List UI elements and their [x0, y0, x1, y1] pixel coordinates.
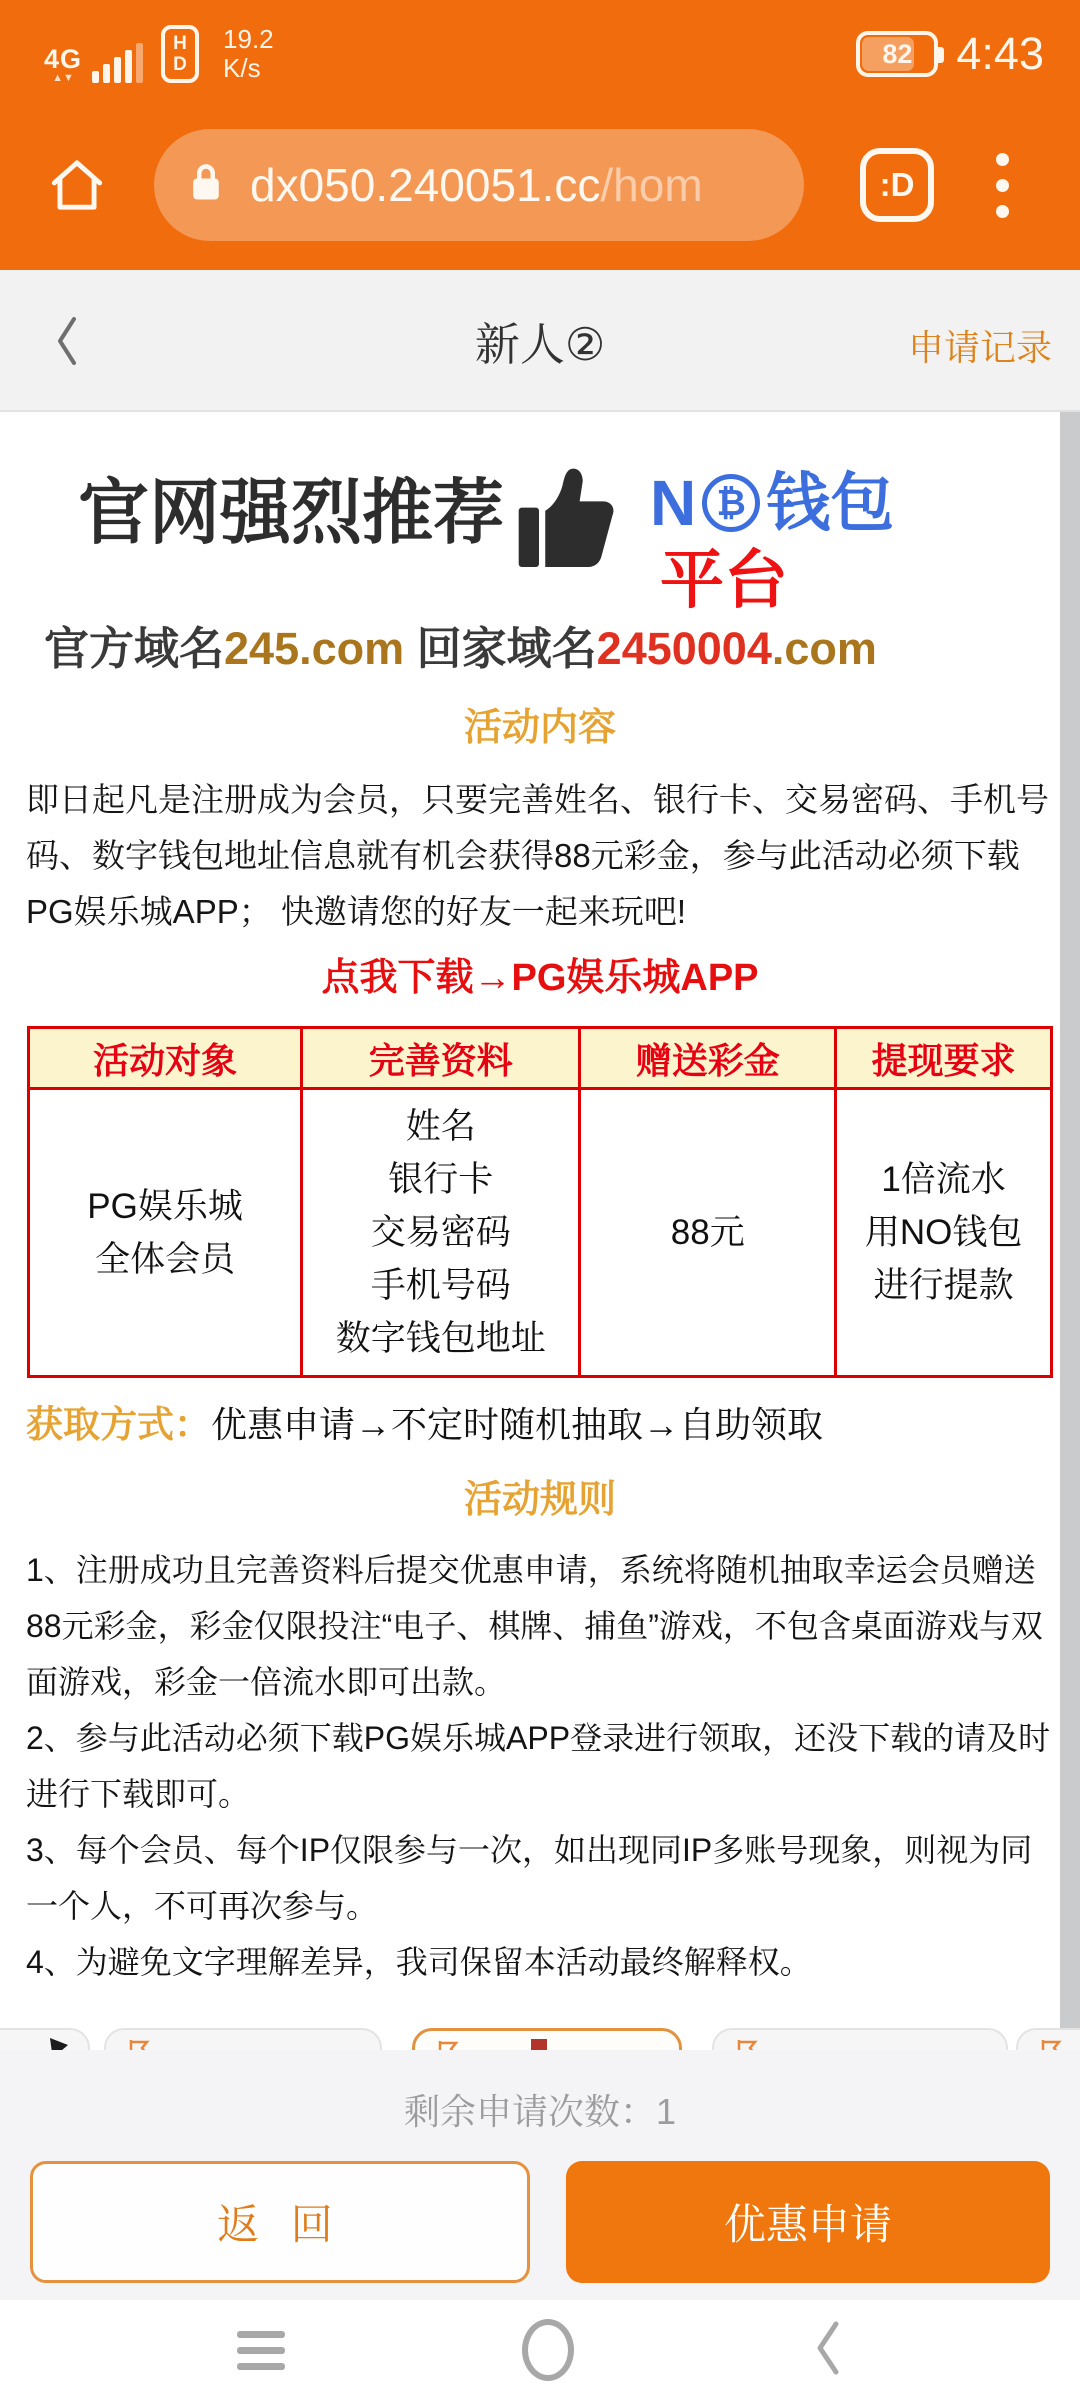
download-app-link[interactable]: 点我下载→PG娱乐城APP	[321, 957, 759, 999]
cell-target: PG娱乐城 全体会员	[29, 1089, 302, 1377]
bottom-action-sheet	[0, 2050, 1080, 2300]
domain-line: 官方域名245.com 回家域名2450004.com	[44, 623, 877, 674]
claim-method-label: 获取方式：	[26, 1404, 211, 1445]
activity-description: 即日起凡是注册成为会员，只要完善姓名、银行卡、交易密码、手机号码、数字钱包地址信息就有机会获得88元彩金，参与此活动必须下载PG娱乐城APP； 快邀请您的好友一起来玩吧!	[26, 781, 1049, 930]
tabs-icon[interactable]: :D	[860, 148, 934, 222]
return-button[interactable]: 返 回	[30, 2161, 530, 2283]
application-records-link[interactable]: 申请记录	[907, 327, 1052, 368]
home-icon[interactable]	[46, 154, 108, 216]
system-nav-bar	[0, 2300, 1080, 2400]
browser-menu-icon[interactable]	[996, 153, 1009, 218]
col-header-target: 活动对象	[29, 1028, 302, 1089]
claim-method-line: 获取方式：优惠申请→不定时随机抽取→自助领取	[26, 1404, 824, 1445]
network-speed: 19.2 K/s	[223, 24, 274, 83]
back-nav-icon[interactable]	[811, 2318, 843, 2383]
clock: 4:43	[956, 28, 1044, 79]
url-text: dx050.240051.cc/hom	[250, 159, 703, 211]
rules-list	[26, 1542, 1054, 1990]
remaining-count-line: 剩余申请次数：1	[403, 2091, 677, 2132]
battery-icon	[856, 31, 938, 77]
bitcoin-icon: ₿	[702, 474, 760, 532]
wallet-logo	[650, 467, 895, 616]
section-title-rules: 活动规则	[463, 1479, 616, 1521]
table-row	[29, 1089, 1052, 1377]
back-icon[interactable]	[52, 314, 82, 373]
lock-icon	[188, 160, 224, 211]
table-header-row	[29, 1028, 1052, 1089]
cell-bonus: 88元	[580, 1089, 836, 1377]
col-header-profile: 完善资料	[302, 1028, 580, 1089]
thumbs-up-icon	[514, 458, 614, 581]
status-bar	[0, 0, 1080, 100]
scrollbar[interactable]	[1060, 412, 1080, 2050]
rule-3: 3、每个会员、每个IP仅限参与一次，如出现同IP多账号现象，则视为同一个人，不可再次参与。	[26, 1832, 1033, 1924]
rule-1: 1、注册成功且完善资料后提交优惠申请，系统将随机抽取幸运会员赠送88元彩金，彩金仅限投注“电子、棋牌、捕鱼”游戏，不包含桌面游戏与双面游戏，彩金一倍流水即可出款。	[26, 1552, 1043, 1700]
wallet-n: N	[650, 467, 697, 539]
network-type-label: 4G	[44, 44, 83, 74]
browser-toolbar	[0, 100, 1080, 270]
promo-content	[0, 412, 1080, 1990]
promo-banner	[0, 466, 1080, 676]
data-arrows-icon: ▲▼	[52, 72, 74, 84]
cell-profile: 姓名 银行卡 交易密码 手机号码 数字钱包地址	[302, 1089, 580, 1377]
signal-cluster	[44, 25, 274, 83]
home-nav-icon[interactable]	[522, 2319, 574, 2381]
rule-4: 4、为避免文字理解差异，我司保留本活动最终解释权。	[26, 1944, 812, 1980]
volte-hd-icon: H D	[161, 25, 199, 83]
promo-table	[27, 1026, 1053, 1378]
signal-strength-icon	[92, 39, 143, 83]
wallet-text: 钱包	[766, 467, 895, 539]
remaining-count: 1	[655, 2091, 677, 2132]
address-bar[interactable]	[154, 129, 804, 241]
wallet-platform: 平台	[660, 544, 788, 616]
cell-withdraw: 1倍流水 用NO钱包 进行提款	[836, 1089, 1052, 1377]
section-title-activity: 活动内容	[463, 707, 616, 749]
page-header	[0, 270, 1080, 412]
col-header-withdraw: 提现要求	[836, 1028, 1052, 1089]
apply-promo-button[interactable]: 优惠申请	[566, 2161, 1050, 2283]
official-domain: 245.com	[224, 623, 405, 674]
rule-2: 2、参与此活动必须下载PG娱乐城APP登录进行领取，还没下载的请及时进行下载即可。	[26, 1720, 1051, 1812]
banner-headline: 官网强烈推荐	[78, 474, 505, 553]
battery-percent: 82	[882, 38, 913, 69]
page-title: 新人②	[474, 318, 606, 370]
backup-domain-digits: 2450004	[596, 623, 772, 674]
recents-icon[interactable]	[237, 2331, 285, 2370]
col-header-bonus: 赠送彩金	[580, 1028, 836, 1089]
